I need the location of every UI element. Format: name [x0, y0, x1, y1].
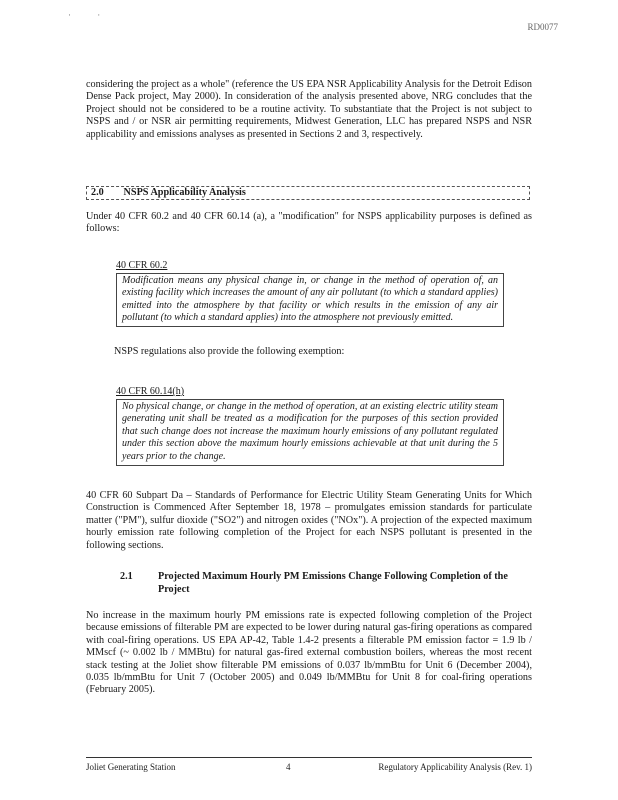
subsection-number: 2.1 [120, 571, 133, 582]
paragraph-pm-emissions: No increase in the maximum hourly PM emissions rate is expected following completion of the Project because emissions of filterable PM are expected to be lower during natural gas-firing operations as compared with coal-firing operations. US EPA AP-42, Table 1.4-2 presents a filterable PM emission factor = 1.9 lb / MMscf (~ 0.002 lb / MMBtu) for natural gas-fired external combustion boilers, whereas the most recent stack testing at the Joliet show filterable PM emissions of 0.037 lb/mmBtu for Unit 6 (December 2004), 0.035 lb/mmBtu for Unit 7 (October 2005) and 0.049 lb/MMBtu for Unit 8 for coal-firing operations (February 2005). [86, 610, 532, 696]
section-heading [86, 186, 530, 200]
quote-text: No physical change, or change in the method of operation, at an existing electric utility steam generating unit shall be treated as a modification for the purposes of this section provided that such change does not increase the maximum hourly emissions of any pollutant regulated under this section above the maximum hourly emissions achievable at that unit during the 5 years prior to the change. [116, 399, 504, 466]
paragraph-subpart-da: 40 CFR 60 Subpart Da – Standards of Performance for Electric Utility Steam Generating Units for Which Construction is Commenced After September 18, 1978 – promulgates emission standards for particulate matter ("PM"), sulfur dioxide ("SO2") and nitrogen oxides ("NOx"). A projection of the expected maximum hourly emission rate following completion of the Project for each NSPS pollutant is presented in the following sections. [86, 490, 532, 551]
footer-divider [86, 757, 532, 758]
quote-title: 40 CFR 60.14(h) [116, 386, 185, 397]
regulation-quote-60-2 [116, 260, 504, 327]
quote-text: Modification means any physical change in, or change in the method of operation of, an existing facility which increases the amount of any air pollutant (to which a standard applies) emitted into the atmosphere by that facility or which results in the emission of any air pollutant (to which a standard applies) into the atmosphere not previously emitted. [116, 273, 504, 327]
paragraph-intro: considering the project as a whole" (reference the US EPA NSR Applicability Analysis for the Detroit Edison Dense Pack project, May 2000). In consideration of the analysis presented above, NRG concludes that the Project should not be considered to be a routine activity. To substantiate that the Project is not subject to NSPS and / or NSR air permitting requirements, Midwest Generation, LLC has prepared NSPS and NSR applicability and emissions analyses as presented in Sections 2 and 3, respectively. [86, 79, 532, 140]
section-title: NSPS Applicability Analysis [123, 187, 246, 198]
document-id: RD0077 [527, 22, 558, 32]
subsection-heading [120, 571, 532, 596]
footer-facility: Joliet Generating Station [86, 762, 176, 772]
paragraph-modification-definition: Under 40 CFR 60.2 and 40 CFR 60.14 (a), a "modification" for NSPS applicability purposes is defined as follows: [86, 211, 532, 235]
quote-title: 40 CFR 60.2 [116, 260, 168, 271]
regulation-quote-60-14h [116, 386, 504, 466]
section-number: 2.0 [91, 187, 104, 198]
page-number: 4 [286, 762, 291, 772]
scan-specks: · · [68, 10, 113, 20]
footer-document-title: Regulatory Applicability Analysis (Rev. 1) [378, 762, 532, 772]
subsection-title: Projected Maximum Hourly PM Emissions Change Following Completion of the Project [158, 571, 508, 595]
paragraph-exemption: NSPS regulations also provide the following exemption: [114, 346, 345, 357]
